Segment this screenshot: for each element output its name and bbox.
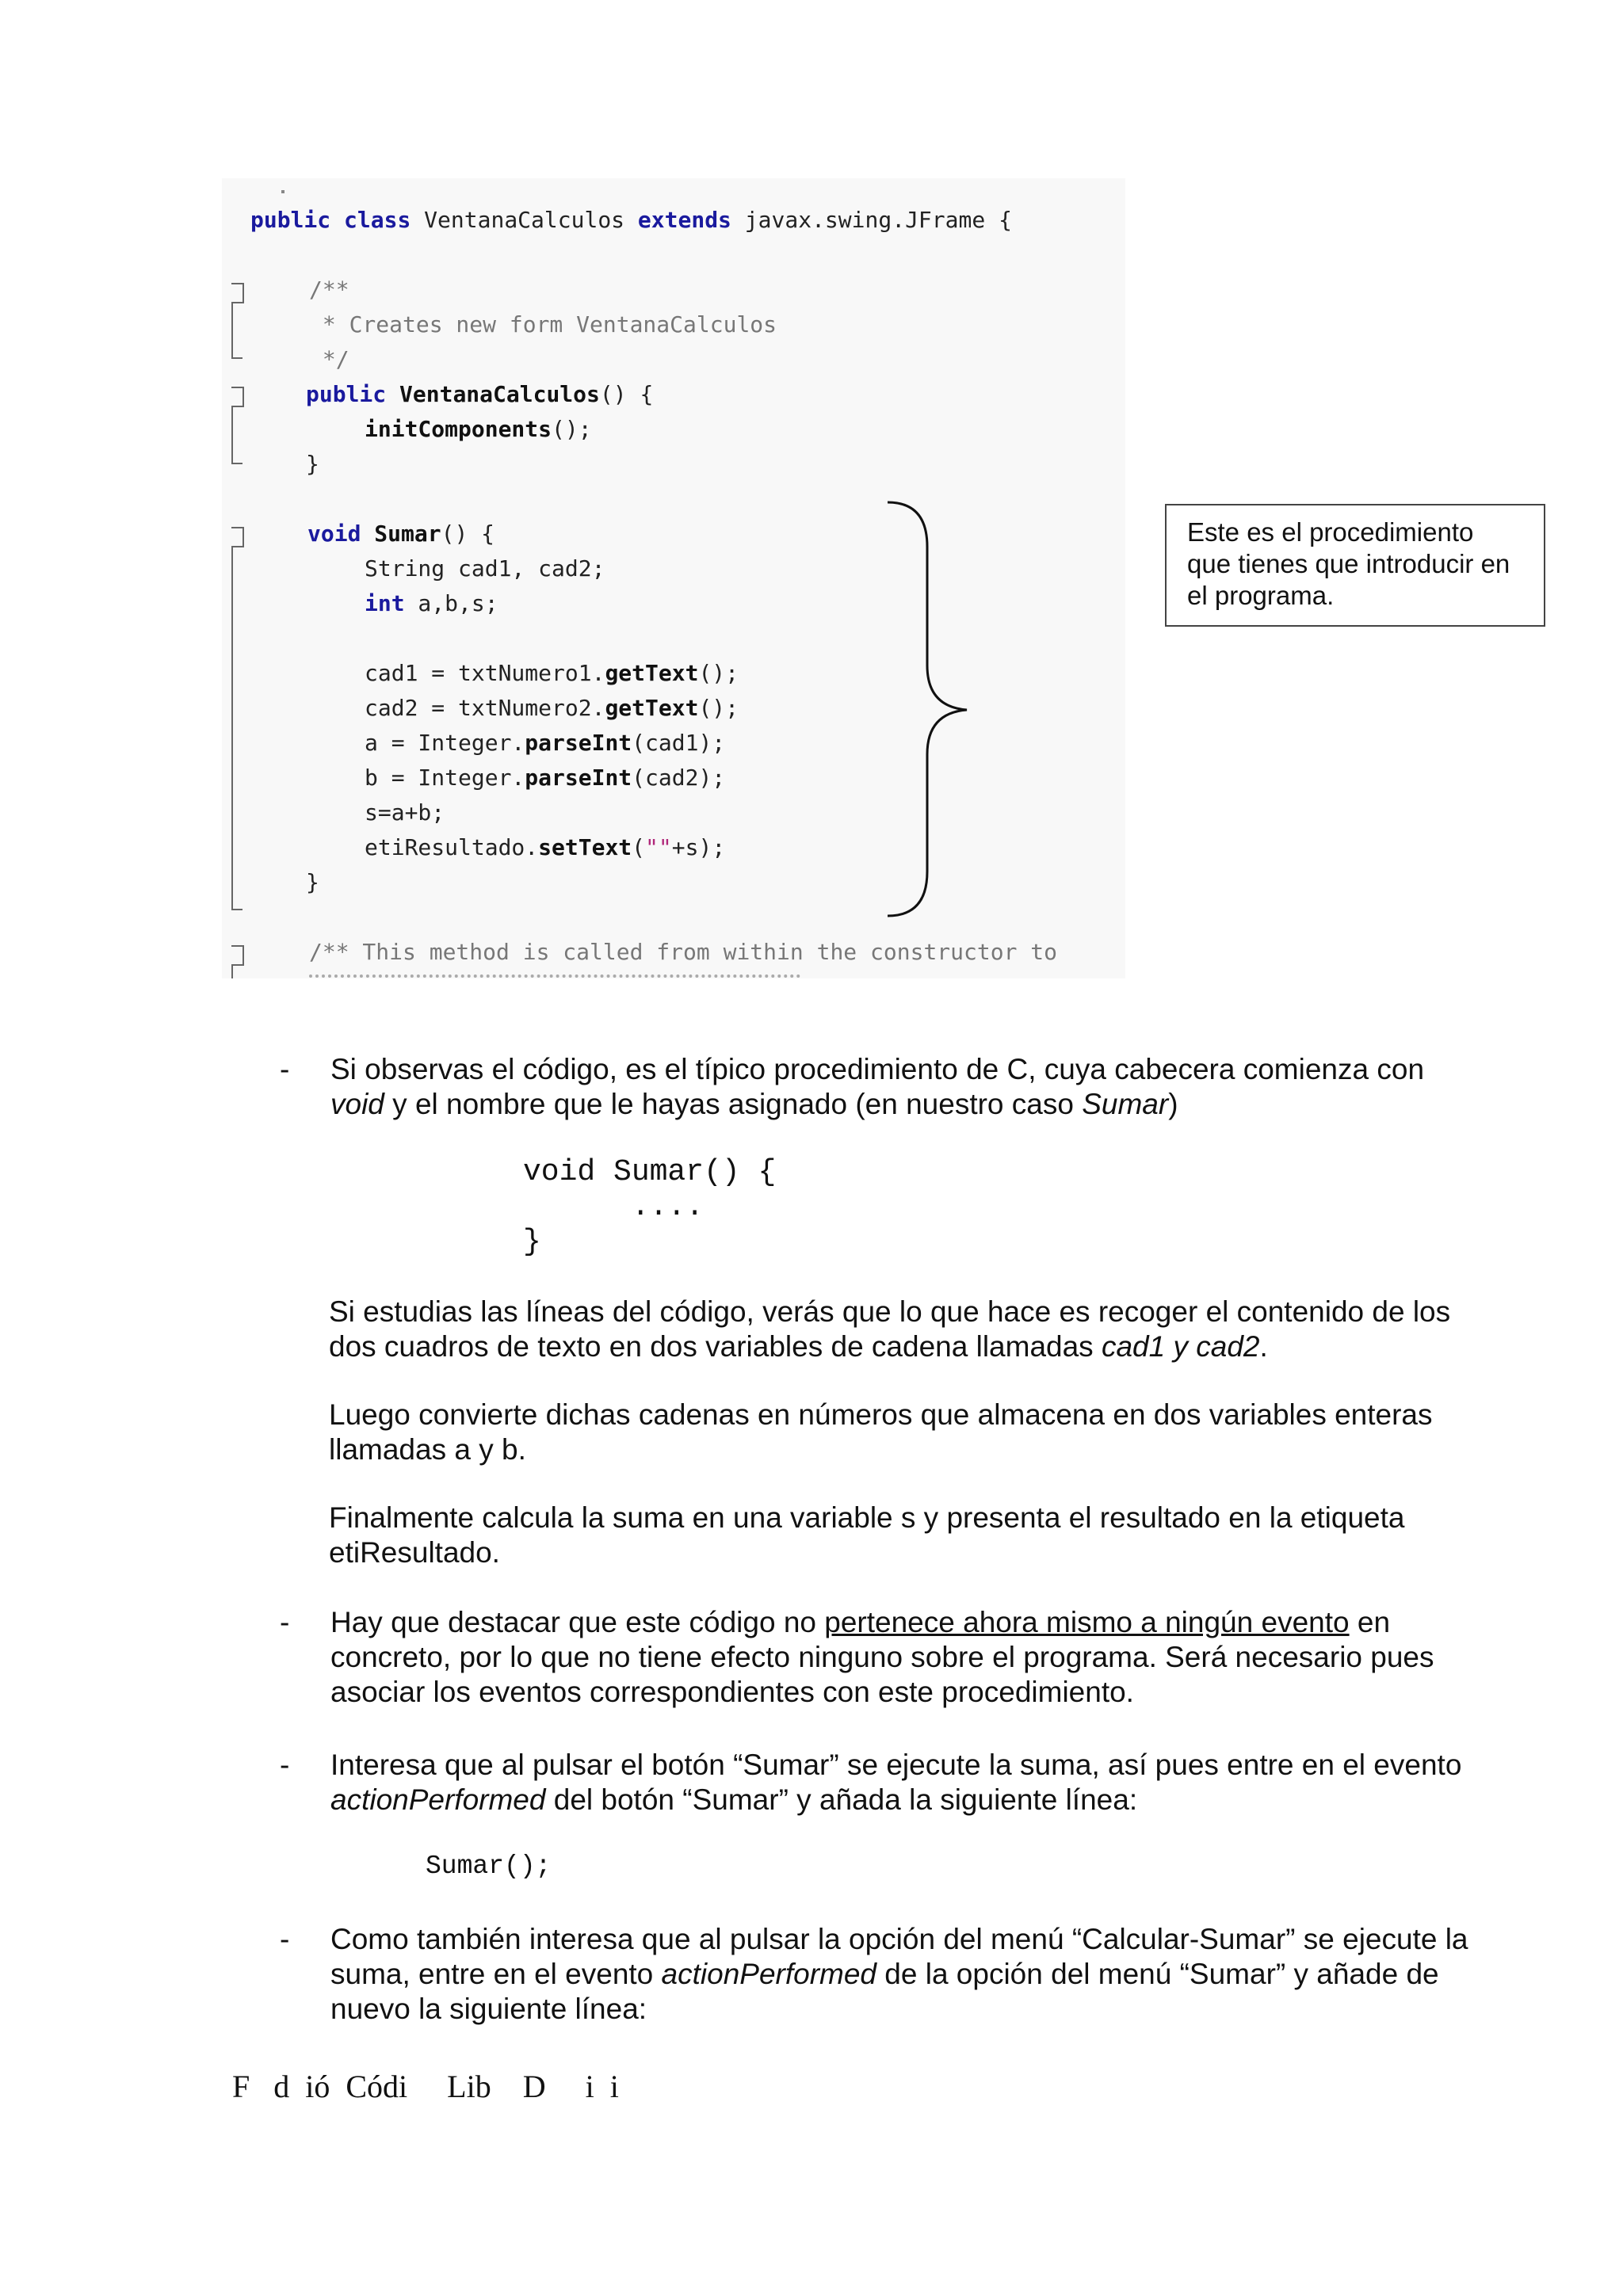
paragraph-5: Hay que destacar que este código no pertenece ahora mismo a ningún evento en concreto, por lo que no tiene efecto ninguno sobre el programa. Será necesario pues asociar los eventos correspondientes con este procedimiento. bbox=[330, 1606, 1434, 1708]
code-line-init: initComponents(); bbox=[365, 416, 592, 442]
code-line-sumar: void Sumar() { bbox=[307, 521, 495, 547]
bullet-dash: - bbox=[280, 1923, 290, 1955]
fold-end bbox=[231, 463, 242, 464]
code-doc-open: /** bbox=[309, 277, 349, 303]
bullet-dash: - bbox=[280, 1053, 290, 1085]
code-line-constructor: public VentanaCalculos() { bbox=[306, 381, 654, 407]
code-doc-last: /** This method is called from within the constructor to bbox=[309, 939, 1058, 965]
code-doc-text: * Creates new form VentanaCalculos bbox=[309, 311, 777, 338]
fold-end bbox=[231, 357, 242, 359]
fold-end bbox=[231, 909, 242, 910]
bullet-dash: - bbox=[280, 1606, 290, 1638]
code-line-b: b = Integer.parseInt(cad2); bbox=[365, 765, 726, 791]
code-line-decl-int: int a,b,s; bbox=[365, 590, 498, 616]
bullet-dash: - bbox=[280, 1749, 290, 1781]
code-line-eti: etiResultado.setText(""+s); bbox=[365, 834, 726, 860]
fold-guide bbox=[231, 302, 233, 357]
paragraph-6: Interesa que al pulsar el botón “Sumar” se ejecute la suma, así pues entre en el evento actionPerformed del botón “Sumar” y añada la siguiente línea: bbox=[330, 1749, 1462, 1816]
code-snippet-line: void Sumar() { bbox=[523, 1155, 777, 1189]
code-line-decl-string: String cad1, cad2; bbox=[365, 555, 605, 582]
fold-marker[interactable] bbox=[231, 283, 244, 303]
code-line-class: public class VentanaCalculos extends javax.swing.JFrame { bbox=[250, 207, 1012, 233]
code-doc-close: */ bbox=[309, 346, 349, 372]
fold-marker[interactable] bbox=[231, 387, 244, 407]
paragraph-2: Si estudias las líneas del código, verás que lo que hace es recoger el contenido de los dos cuadros de texto en dos variables de cadena llamadas cad1 y cad2. bbox=[329, 1295, 1451, 1363]
code-line-close: } bbox=[306, 869, 319, 895]
fold-guide bbox=[231, 546, 233, 909]
fold-guide bbox=[231, 964, 233, 978]
code-line-cad1: cad1 = txtNumero1.getText(); bbox=[365, 660, 739, 686]
fold-marker[interactable] bbox=[231, 527, 244, 547]
code-line-a: a = Integer.parseInt(cad1); bbox=[365, 730, 726, 756]
tick-mark bbox=[281, 190, 285, 193]
paragraph-4: Finalmente calcula la suma en una variable s y presenta el resultado en la etiqueta etiResultado. bbox=[329, 1501, 1405, 1569]
paragraph-3: Luego convierte dichas cadenas en números que almacena en dos variables enteras llamadas a y b. bbox=[329, 1398, 1433, 1466]
code-line-cad2: cad2 = txtNumero2.getText(); bbox=[365, 695, 739, 721]
fold-guide bbox=[231, 406, 233, 463]
fold-marker[interactable] bbox=[231, 945, 244, 966]
code-screenshot bbox=[222, 178, 1125, 978]
code-line-close: } bbox=[306, 451, 319, 477]
code-line-s: s=a+b; bbox=[365, 799, 445, 826]
paragraph-7: Como también interesa que al pulsar la opción del menú “Calcular-Sumar” se ejecute la suma, entre en el evento actionPerformed de la opción del menú “Sumar” y añade de nuevo la siguiente línea: bbox=[330, 1923, 1468, 2025]
callout-box: Este es el procedimiento que tienes que introducir en el programa. bbox=[1165, 504, 1545, 627]
curly-brace bbox=[880, 499, 975, 919]
cut-off-line bbox=[309, 972, 800, 978]
code-snippet-line: .... bbox=[523, 1190, 705, 1224]
code-snippet-sumar-call: Sumar(); bbox=[426, 1852, 552, 1881]
code-snippet-line: } bbox=[523, 1225, 541, 1259]
page-footer: F d ió Códi Lib D i i bbox=[232, 2069, 619, 2104]
paragraph-1: Si observas el código, es el típico procedimiento de C, cuya cabecera comienza con void y el nombre que le hayas asignado (en nuestro caso Sumar) bbox=[330, 1053, 1425, 1120]
